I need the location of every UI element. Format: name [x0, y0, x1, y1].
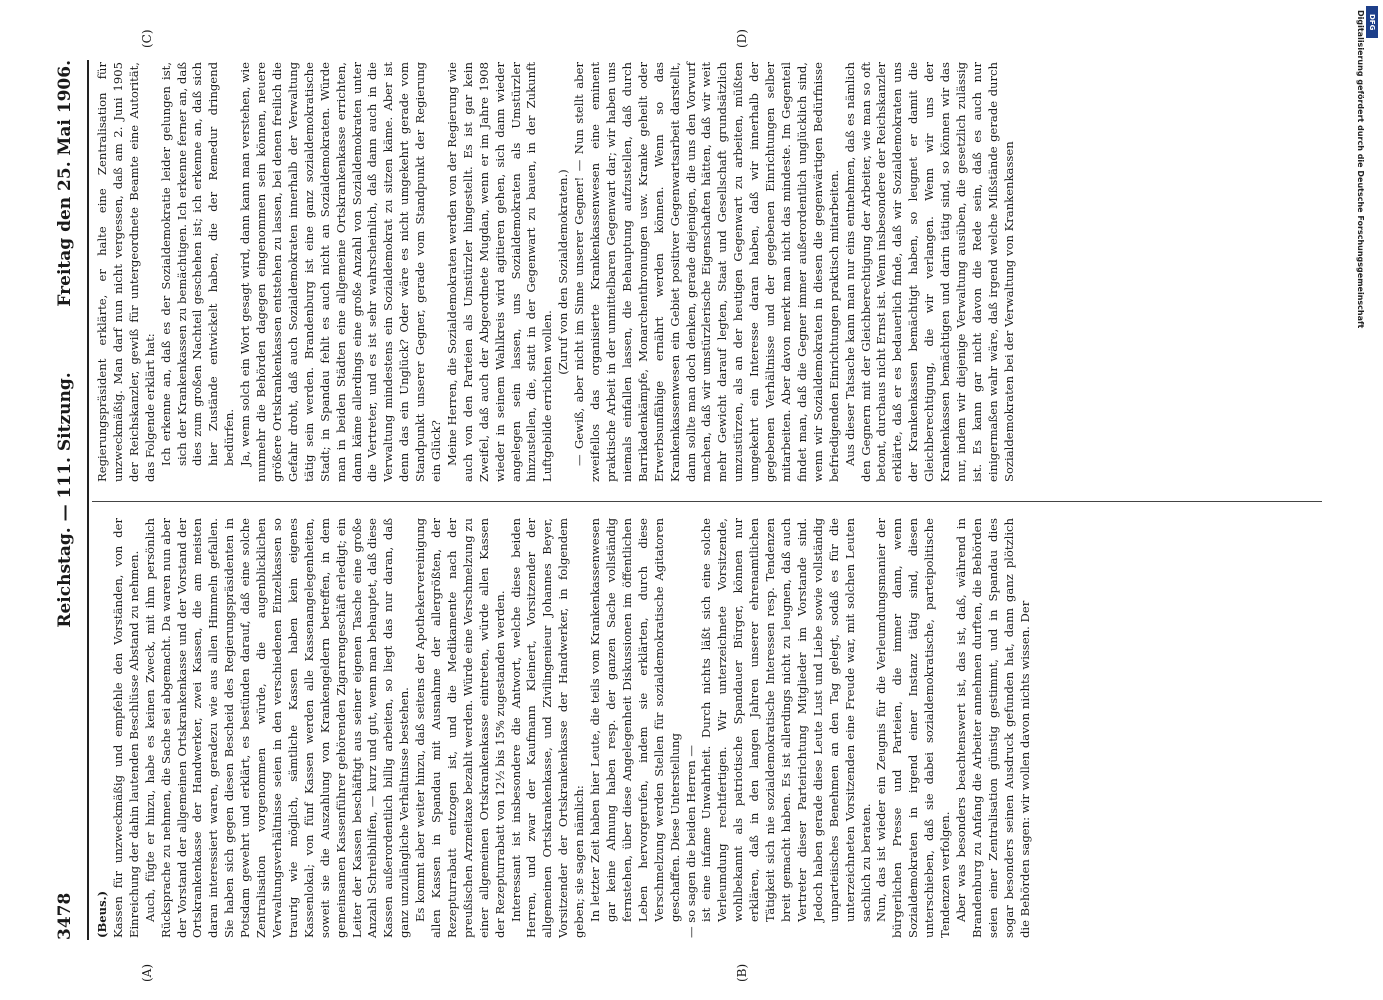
column-divider	[92, 501, 1322, 502]
paragraph: — Gewiß, aber nicht im Sinne unserer Gegner! — Nun stellt aber zweifellos das organisierte Krankenkassenwesen eine eminent praktische Arbeit in der unmittelbaren Gegenwart dar; wir haben uns niemals einfallen lassen, die Behauptung aufzustellen, daß durch Barrikadenkämpfe, Monarchenthronungen usw. Kranke geheilt oder Erwerbsunfähige ernährt werden können. Wenn so das Krankenkassenwesen ein Gebiet positiver Gegenwartsarbeit darstellt, dann sollte man doch denken, gerade diejenigen, die uns den Vorwurf machen, daß wir umstürzlerische Eigenschaften hätten, daß wir weit mehr Gewicht darauf legten, Staat und Gesellschaft grundsätzlich umzustürzen, als an der heutigen Gegenwart zu arbeiten, müßten umgekehrt ein Interesse daran haben, daß wir innerhalb der gegebenen Verhältnisse und der gegebenen Einrichtungen selber mitarbeiten. Aber davon merkt man nicht das mindeste. Im Gegenteil findet man, daß die Gegner immer außerordentlich unglücklich sind, wenn wir Sozialdemokraten in diesen die gegenwärtigen Bedürfnisse befriedigenden Einrichtungen praktisch mitarbeiten.	[572, 62, 841, 482]
header-rule	[87, 60, 89, 940]
paragraph: Aus dieser Tatsache kann man nur eins entnehmen, daß es nämlich den Gegnern mit der Gleichberechtigung der Arbeiter, wie man so oft betont, durchaus nicht Ernst ist. Wenn insbesondere der Reichskanzler erklärte, daß er es bedauerlich finde, daß wir Sozialdemokraten uns der Krankenkassen bemächtigt haben, so leugnet er damit die Gleichberechtigung, die wir verlangen. Wenn wir uns der Krankenkassen bemächtigen und darin tätig sind, so können wir das nur, indem wir diejenige Verwaltung ausüben, die gesetzlich zulässig ist. Es kann gar nicht davon die Rede sein, daß es auch nur einigermaßen wahr wäre, daß irgend welche Mißstände gerade durch Sozialdemokraten bei der Verwaltung von Krankenkassen	[842, 62, 1016, 482]
paragraph: Es kommt aber weiter hinzu, daß seitens der Apothekervereinigung allen Kassen in Spandau mit Ausnahme der allergrößten, der Rezepturrabatt entzogen ist, und die Medikamente nach der preußischen Arzneitaxe bezahlt werden. Würde eine Verschmelzung zu einer allgemeinen Ortskrankenkasse eintreten, würde allen Kassen der Rezepturrabatt von 12½ bis 15% zugestanden werden.	[413, 518, 507, 938]
right-column	[95, 62, 1018, 482]
session-date: Freitag den 25. Mai 1906.	[55, 60, 75, 307]
dfg-logo: DFG	[1366, 6, 1378, 38]
digitization-note: Digitalisierung gefördert durch die Deutsche Forschungsgemeinschaft	[1356, 10, 1365, 329]
quote-paragraph: Ich erkenne an, daß es der Sozialdemokratie leider gelungen ist, sich der Krankenkassen zu bemächtigen. Ich erkenne ferner an, daß dies zum großen Nachteil geschehen ist; ich erkenne an, daß sich hier Zustände entwickelt haben, die der Remedur dringend bedürfen.	[158, 62, 237, 466]
quote-paragraph: In letzter Zeit haben hier Leute, die teils vom Krankenkassenwesen gar keine Ahnung haben resp. der ganzen Sache vollständig fernstehen, über diese Angelegenheit Diskussionen im öffentlichen Leben hervorgerufen, indem sie erklärten, durch diese Verschmelzung werden Stellen für sozialdemokratische Agitatoren geschaffen. Diese Unterstellung	[588, 518, 682, 922]
margin-letter-d: (D)	[735, 29, 749, 48]
paragraph: Auch, fügte er hinzu, habe es keinen Zweck, mit ihm persönlich Rücksprache zu nehmen, die Sache sei abgemacht. Da waren nun aber der Vorstand der allgemeinen Ortskrankenkasse und der Vorstand der Ortskrankenkasse der Handwerker, zwei Kassen, die am meisten daran interessiert waren, geradezu wie aus allen Himmeln gefallen. Sie haben sich gegen diesen Bescheid des Regierungspräsidenten in Potsdam gewehrt und erklärt, es bestünden darauf, daß eine solche Zentralisation vorgenommen würde, die augenblicklichen Verwaltungsverhältnisse seien in den verschiedenen Einzelkassen so traurig wie möglich, sämtliche Kassen haben kein eigenes Kassenlokal; von fünf Kassen werden alle Kassenangelegenheiten, soweit sie die Auszahlung von Krankengeldern betreffen, in dem gemeinsamen Kassenführer gehörenden Zigarrengeschäft erledigt; ein Leiter der Kassen beschäftigt aus seiner eigenen Tasche eine große Anzahl Schreibhilfen, — kurz und gut, wenn man behauptet, daß diese Kassen außerordentlich billig arbeiten, so liegt das nur daran, daß ganz unzulängliche Verhältnisse bestehen.	[142, 518, 412, 938]
speaker-label: (Beus.)	[95, 890, 109, 938]
paragraph: Regierungspräsident erklärte, er halte eine Zentralisation für unzweckmäßig. Man darf nun nicht vergessen, daß am 2. Juni 1905 der Reichskanzler, gewiß für untergeordnete Beamte eine Autorität, das Folgende erklärt hat:	[95, 62, 157, 482]
page-number: 3478	[55, 892, 75, 940]
margin-letter-c: (C)	[140, 29, 154, 48]
interjection: — so sagen die beiden Herren —	[683, 745, 698, 938]
paragraph: Kassen für unzweckmäßig und empfehle den Vorständen, von der Einreichung der dahin lautenden Beschlüsse Abstand zu nehmen.	[110, 518, 141, 938]
margin-letter-b: (B)	[735, 963, 749, 982]
interjection: (Zuruf von den Sozialdemokraten.)	[556, 169, 571, 375]
quote-paragraph: ist eine infame Unwahrheit. Durch nichts läßt sich eine solche Verleumdung rechtfertigen. Wir unterzeichnete Vorsitzende, wohlbekannt als patriotische Spandauer Bürger, können nur erklären, daß in den langen Jahren unserer ehrenamtlichen Tätigkeit sich nie sozialdemokratische Interessen resp. Tendenzen breit gemacht haben. Es ist allerdings nicht zu leugnen, daß auch Vertreter dieser Parteirichtung Mitglieder im Vorstande sind. Jedoch haben gerade diese Leute Lust und Liebe sowie vollständig unparteiisches Benehmen an den Tag gelegt, sodaß es für die unterzeichneten Vorsitzenden eine Freude war, mit solchen Leuten sachlich zu beraten.	[699, 518, 873, 922]
paragraph: Ja, wenn solch ein Wort gesagt wird, dann kann man verstehen, wie nunmehr die Behörden dagegen eingenommen sein können, neuere größere Ortskrankenkassen entstehen zu lassen, bei denen freilich die Gefahr droht, daß auch Sozialdemokraten innerhalb der Verwaltung tätig sein werden. Brandenburg ist eine ganz sozialdemokratische Stadt; in Spandau fehlt es auch nicht an Sozialdemokraten. Würde man in beiden Städten eine allgemeine Ortskrankenkasse errichten, dann käme allerdings eine große Anzahl von Sozialdemokraten unter die Vertreter, und es ist sehr wahrscheinlich, daß dann auch in die Verwaltung mindestens ein Sozialdemokrat zu sitzen käme. Aber ist denn das ein Unglück? Oder wäre es nicht umgekehrt gerade vom Standpunkt unserer Gegner, gerade vom Standpunkt der Regierung ein Glück?	[238, 62, 444, 482]
left-column	[95, 518, 1033, 938]
session-title: Reichstag. — 111. Sitzung.	[55, 372, 75, 628]
paragraph: Nun, das ist wieder ein Zeugnis für die Verleumdungsmanier der bürgerlichen Presse und Parteien, die immer dann, wenn Sozialdemokraten in irgend einer Instanz tätig sind, diesen unterschieben, daß sie dabei sozialdemokratische, parteipolitische Tendenzen verfolgen.	[874, 518, 953, 938]
paragraph: Interessant ist insbesondere die Antwort, welche diese beiden Herren, und zwar der Kaufmann Kleinert, Vorsitzender der allgemeinen Ortskrankenkasse, und Zivilingenieur Johannes Beyer, Vorsitzender der Ortskrankenkasse der Handwerker, in folgendem geben; sie sagen nämlich:	[508, 518, 587, 938]
page-header	[55, 60, 85, 940]
paragraph: Meine Herren, die Sozialdemokraten werden von der Regierung wie auch von den Parteien als Umstürzler hingestellt. Es ist gar kein Zweifel, daß auch der Abgeordnete Mugdan, wenn er im Jahre 1908 wieder in seinem Wahlkreis wird agitieren gehen, sich dann wieder angelegen sein lassen, uns Sozialdemokraten als Umstürzler hinzustellen, die, statt in der Gegenwart zu bauen, in der Zukunft Luftgebilde errichten wollen.	[444, 62, 555, 482]
paragraph: Aber was besonders beachtenswert ist, das ist, daß, während in Brandenburg zu Anfang die Arbeiter annehmen durften, die Behörden seien einer Zentralisation günstig gestimmt, und in Spandau dies sogar besonders seinen Ausdruck gefunden hat, dann ganz plötzlich die Behörden sagen: wir wollen davon nichts wissen. Der	[953, 518, 1032, 938]
margin-letter-a: (A)	[140, 963, 154, 982]
